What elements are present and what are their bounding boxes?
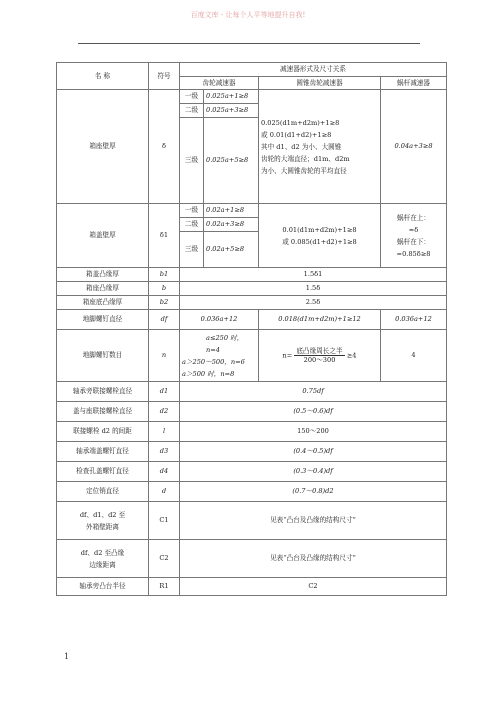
row-value: 1.5δ1 bbox=[180, 268, 447, 282]
row-value: (0.5～0.6)df bbox=[180, 402, 447, 422]
seat-wall-formula1: 0.025a+1≥8 bbox=[204, 90, 259, 104]
row-symbol: d1 bbox=[149, 382, 180, 402]
anchor-count-fraction bbox=[294, 347, 344, 364]
cover-wall-level2: 二级 bbox=[180, 218, 204, 232]
table-row bbox=[57, 422, 447, 442]
row-symbol: b1 bbox=[149, 268, 180, 282]
table-row bbox=[57, 310, 447, 330]
anchor-count-numerator: 底凸缘周长之半 bbox=[296, 347, 343, 355]
header-rule bbox=[78, 43, 420, 44]
cover-wall-worm-line3: 蜗杆在下： bbox=[397, 237, 430, 246]
row-name: 箱盖凸缘厚 bbox=[57, 268, 149, 282]
anchor-dia-name: 地脚螺钉直径 bbox=[57, 310, 149, 330]
cover-wall-symbol: δ1 bbox=[149, 204, 180, 268]
cover-wall-bevel bbox=[259, 204, 381, 268]
c2-name bbox=[57, 540, 149, 578]
table-row bbox=[57, 268, 447, 282]
seat-wall-name: 箱座壁厚 bbox=[57, 90, 149, 204]
table-row bbox=[57, 502, 447, 540]
seat-wall-level3: 三级 bbox=[180, 118, 204, 204]
c1-name-line2: 外箱壁距离 bbox=[86, 522, 119, 531]
cover-wall-level3: 三级 bbox=[180, 232, 204, 268]
row-name: 定位销直径 bbox=[57, 482, 149, 502]
anchor-count-denominator: 200～300 bbox=[303, 356, 336, 364]
row-value: (0.3～0.4)df bbox=[180, 462, 447, 482]
c1-name bbox=[57, 502, 149, 540]
row-name: 箱座凸缘厚 bbox=[57, 282, 149, 296]
cover-wall-bevel-line2: 或 0.085(d1+d2)+1≥8 bbox=[282, 237, 357, 246]
cover-wall-worm bbox=[381, 204, 447, 268]
c2-name-line1: df、d2 至凸缘 bbox=[80, 548, 125, 557]
row-symbol: d2 bbox=[149, 402, 180, 422]
table-row bbox=[57, 382, 447, 402]
row-value: 1.5δ bbox=[180, 282, 447, 296]
row-name: 轴承端盖螺钉直径 bbox=[57, 442, 149, 462]
cover-wall-formula3: 0.02a+5≥8 bbox=[204, 232, 259, 268]
seat-wall-worm: 0.04a+3≥8 bbox=[381, 90, 447, 204]
header-name: 名 称 bbox=[57, 63, 149, 90]
row-symbol: d3 bbox=[149, 442, 180, 462]
table-row bbox=[57, 482, 447, 502]
anchor-count-gear-line1: a≤250 时，n=4 bbox=[206, 333, 244, 354]
c1-value: 见表“凸台及凸缘的结构尺寸” bbox=[180, 502, 447, 540]
seat-wall-bevel bbox=[259, 90, 381, 204]
anchor-count-gear-line2: a＞250～500，n=6 bbox=[182, 357, 245, 366]
r1-symbol: R1 bbox=[149, 578, 180, 596]
row-value: 0.75df bbox=[180, 382, 447, 402]
header-gear: 齿轮减速器 bbox=[180, 77, 259, 90]
cover-wall-level1: 一级 bbox=[180, 204, 204, 218]
anchor-count-worm: 4 bbox=[381, 330, 447, 382]
row-value: (0.7～0.8)d2 bbox=[180, 482, 447, 502]
anchor-dia-bevel: 0.018(d1m+d2m)+1≥12 bbox=[259, 310, 381, 330]
c2-name-line2: 边缘距离 bbox=[89, 560, 116, 569]
anchor-dia-symbol: df bbox=[149, 310, 180, 330]
row-value: (0.4～0.5)df bbox=[180, 442, 447, 462]
cover-wall-formula2: 0.02a+3≥8 bbox=[204, 218, 259, 232]
c2-symbol: C2 bbox=[149, 540, 180, 578]
page-number: 1 bbox=[64, 652, 70, 661]
anchor-dia-worm: 0.036a+12 bbox=[381, 310, 447, 330]
seat-wall-formula3: 0.025a+5≥8 bbox=[204, 118, 259, 204]
anchor-dia-gear: 0.036a+12 bbox=[180, 310, 259, 330]
r1-name: 轴承旁凸台半径 bbox=[57, 578, 149, 596]
table-row bbox=[57, 462, 447, 482]
cover-wall-name: 箱盖壁厚 bbox=[57, 204, 149, 268]
anchor-count-bevel-lhs: n= bbox=[282, 351, 293, 360]
c1-name-line1: df、d1、d2 至 bbox=[79, 510, 126, 519]
seat-wall-bevel-line2: 或 0.01(d1+d2)+1≥8 bbox=[261, 130, 332, 139]
row-symbol: b bbox=[149, 282, 180, 296]
r1-value: C2 bbox=[180, 578, 447, 596]
row-name: 检查孔盖螺钉直径 bbox=[57, 462, 149, 482]
seat-wall-symbol: δ bbox=[149, 90, 180, 204]
cover-wall-formula1: 0.02a+1≥8 bbox=[204, 204, 259, 218]
table-row bbox=[57, 402, 447, 422]
table-row bbox=[57, 330, 447, 382]
table-row bbox=[57, 296, 447, 310]
row-name: 轴承旁联接螺栓直径 bbox=[57, 382, 149, 402]
seat-wall-bevel-line5: 为小、大圆锥齿轮的平均直径 bbox=[261, 166, 347, 175]
header-symbol: 符号 bbox=[149, 63, 180, 90]
c1-symbol: C1 bbox=[149, 502, 180, 540]
seat-wall-level2: 二级 bbox=[180, 104, 204, 118]
watermark: 百度文库 - 让每个人平等地提升自我! bbox=[190, 11, 306, 19]
table-row bbox=[57, 90, 447, 104]
table-row bbox=[57, 442, 447, 462]
anchor-count-bevel-rhs: ≥4 bbox=[346, 351, 357, 360]
cover-wall-worm-line4: =0.85δ≥8 bbox=[396, 249, 431, 258]
table-row bbox=[57, 540, 447, 578]
anchor-count-name: 地脚螺钉数目 bbox=[57, 330, 149, 382]
cover-wall-worm-line2: ≈δ bbox=[408, 225, 419, 234]
anchor-count-symbol: n bbox=[149, 330, 180, 382]
row-value: 2.5δ bbox=[180, 296, 447, 310]
header-worm: 蜗杆减速器 bbox=[381, 77, 447, 90]
row-symbol: b2 bbox=[149, 296, 180, 310]
table-row bbox=[57, 578, 447, 596]
seat-wall-formula2: 0.025a+3≥8 bbox=[204, 104, 259, 118]
anchor-count-gear bbox=[180, 330, 259, 382]
row-symbol: d bbox=[149, 482, 180, 502]
table-row bbox=[57, 204, 447, 218]
row-value: 150～200 bbox=[180, 422, 447, 442]
row-name: 盖与座联接螺栓直径 bbox=[57, 402, 149, 422]
anchor-count-gear-line3: a＞500 时，n=8 bbox=[182, 369, 235, 378]
anchor-count-bevel bbox=[259, 330, 381, 382]
row-symbol: d4 bbox=[149, 462, 180, 482]
table-row bbox=[57, 282, 447, 296]
cover-wall-worm-line1: 蜗杆在上： bbox=[397, 213, 430, 222]
seat-wall-level1: 一级 bbox=[180, 90, 204, 104]
seat-wall-bevel-line4: 齿轮的大端直径；d1m、d2m bbox=[261, 154, 350, 163]
table-header-row bbox=[57, 63, 447, 77]
seat-wall-bevel-line1: 0.025(d1m+d2m)+1≥8 bbox=[261, 118, 340, 127]
c2-value: 见表“凸台及凸缘的结构尺寸” bbox=[180, 540, 447, 578]
row-symbol: l bbox=[149, 422, 180, 442]
row-name: 箱座底凸缘厚 bbox=[57, 296, 149, 310]
header-relation: 减速器形式及尺寸关系 bbox=[180, 63, 447, 77]
reducer-dimension-table bbox=[56, 62, 447, 596]
row-name: 联接螺栓 d2 的间距 bbox=[57, 422, 149, 442]
header-bevel: 圆锥齿轮减速器 bbox=[259, 77, 381, 90]
cover-wall-bevel-line1: 0.01(d1m+d2m)+1≥8 bbox=[282, 225, 357, 234]
seat-wall-bevel-line3: 其中 d1、d2 为小、大圆锥 bbox=[261, 142, 342, 151]
